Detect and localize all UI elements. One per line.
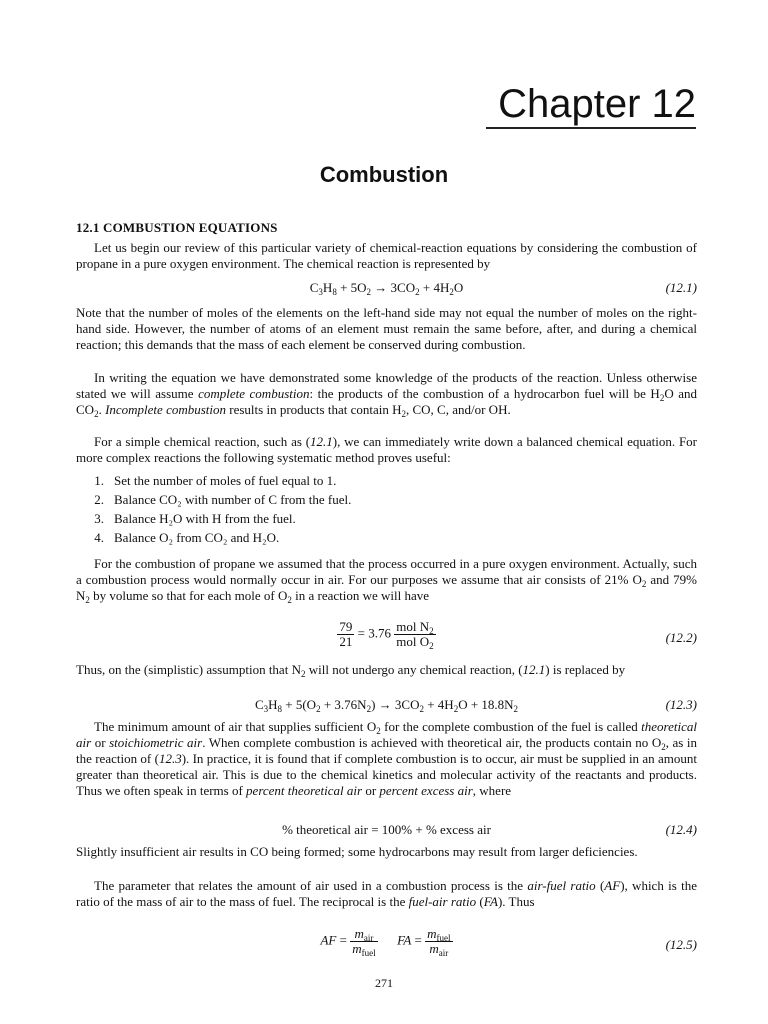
list-item: 4. Balance O₂ from CO₂ and H₂O. — [94, 530, 280, 545]
chapter-title: Combustion — [319, 162, 449, 187]
equation-number: (12.2) — [665, 630, 697, 645]
section-heading: 12.1 COMBUSTION EQUATIONS — [76, 220, 278, 235]
equation-12-3: $C_3H_8 + 5(O_2 + 3.76N_2) \to 3CO_2 + 4H_2O + 18.8N_2$ (12.3) — [254, 697, 697, 714]
equation-12-5: AF = $\frac{m_{air}}{m_{fuel}}$ FA = $\frac{m_{fuel}}{m_{air}}$ (12.5) — [320, 926, 697, 958]
list-item: 2. Balance CO₂ with number of C from the fuel. — [94, 492, 352, 507]
paragraph-air-fuel-ratio: The parameter that relates the amount of air used in a combustion process is the air-fuel ratio (AF), which is the ratio of the mass of air to the mass of fuel. The reciprocal is the fuel-air ratio (FA). Thus — [76, 878, 697, 909]
paragraph-moles: Note that the number of moles of the elements on the left-hand side may not equal the number of moles on the right-hand side. However, the number of atoms of an element must remain the same before, after, and during a chemical reaction; this demands that the mass of each element be conserved during combustion. — [76, 305, 697, 352]
equation-12-4: % theoretical air = 100% + % excess air (12.4) — [282, 822, 697, 837]
paragraph-theoretical-air: The minimum amount of air that supplies sufficient $O_2$ for the complete combustion of the fuel is called theoretical air or stoichiometric air. When complete combustion is achieved with theoretical air, the products contain no $O_2$, as in the reaction of (12.3). In practice, it is found that if complete combustion is to occur, air must be supplied in an amount greater than theoretical air. This is due to the chemical kinetics and molecular activity of the reactants and products. Thus we often speak in terms of percent theoretical air or percent excess air, where — [76, 719, 698, 798]
equation-number: (12.3) — [665, 697, 697, 712]
list-item: 1. Set the number of moles of fuel equal to 1. — [94, 473, 337, 488]
paragraph-air: For the combustion of propane we assumed that the process occurred in a pure oxygen environment. Actually, such a combustion process would normally occur in air. For our purposes we assume that air consists of 21% $O_2$ and 79% $N_2$ by volume so that for each mole of $O_2$ in a reaction we will have — [76, 556, 698, 605]
paragraph-intro: Let us begin our review of this particular variety of chemical-reaction equations by considering the combustion of propane in a pure oxygen environment. The chemical reaction is represented by — [76, 240, 697, 271]
equation-number: (12.1) — [665, 280, 697, 295]
equation-number: (12.5) — [665, 937, 697, 952]
equation-number: (12.4) — [665, 822, 697, 837]
list-item: 3. Balance H₂O with H from the fuel. — [94, 511, 296, 526]
paragraph-n2: Thus, on the (simplistic) assumption that $N_2$ will not undergo any chemical reaction, (12.1) is replaced by — [76, 662, 626, 679]
chapter-heading: Chapter 12 — [498, 82, 696, 126]
chapter-underline — [486, 127, 696, 129]
paragraph-complete-combustion: In writing the equation we have demonstrated some knowledge of the products of the reaction. Unless otherwise stated we will assume complete combustion: the products of the combustion of a hydrocarbon fuel will be $H_2O$ and $CO_2$. Incomplete combustion results in products that contain $H_2$, CO, C, and/or OH. — [76, 370, 697, 419]
page-number: 271 — [375, 976, 393, 990]
equation-12-2: $\frac{79}{21}$ = 3.76 $\frac{mol N_2}{mol O_2}$ (12.2) — [339, 619, 697, 651]
equation-12-1: $C_3H_8 + 5O_2 \to 3CO_2 + 4H_2O$ (12.1) — [309, 280, 697, 297]
paragraph-insufficient-air: Slightly insufficient air results in CO being formed; some hydrocarbons may result from larger deficiencies. — [76, 844, 638, 859]
method-list — [76, 471, 697, 547]
paragraph-method: For a simple chemical reaction, such as (12.1), we can immediately write down a balanced chemical equation. For more complex reactions the following systematic method proves useful: — [76, 434, 697, 465]
